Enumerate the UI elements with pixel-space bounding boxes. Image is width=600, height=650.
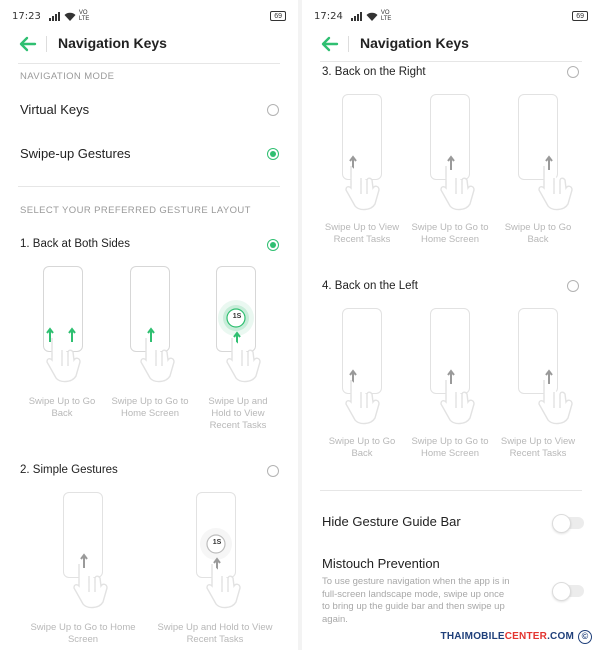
status-bar — [314, 8, 588, 24]
gesture-caption: Swipe Up to Go to Home Screen — [411, 222, 489, 245]
option-virtual-keys[interactable]: Virtual Keys — [20, 102, 90, 117]
toggle-hide-gesture-guide-bar[interactable] — [554, 517, 584, 529]
back-arrow-icon[interactable] — [18, 34, 38, 54]
status-time: 17:23 — [12, 10, 41, 22]
setting-hide-gesture-guide-bar: Hide Gesture Guide Bar — [322, 514, 461, 529]
gesture-caption: Swipe Up to Go Back — [328, 436, 396, 459]
signal-icon — [49, 12, 61, 21]
hand-gesture-icon — [538, 166, 578, 212]
right-screen — [302, 0, 600, 650]
option-swipe-up-gestures[interactable]: Swipe-up Gestures — [20, 146, 131, 161]
wifi-icon — [64, 12, 76, 21]
section-label-gesture-layout: SELECT YOUR PREFERRED GESTURE LAYOUT — [20, 205, 251, 216]
left-screen — [0, 0, 298, 650]
section-label-navigation-mode: NAVIGATION MODE — [20, 71, 115, 82]
gesture-caption: Swipe Up to View Recent Tasks — [324, 222, 400, 245]
divider — [320, 61, 582, 62]
divider — [18, 63, 280, 64]
hand-gesture-icon — [206, 564, 246, 610]
radio-virtual-keys[interactable] — [267, 104, 279, 116]
setting-mistouch-prevention: Mistouch Prevention — [322, 556, 440, 571]
hold-badge: 1S — [212, 539, 222, 546]
hold-badge: 1S — [232, 313, 242, 320]
watermark: THAIMOBILECENTER.COM © — [441, 630, 592, 644]
signal-icon — [351, 12, 363, 21]
status-bar — [12, 8, 286, 24]
network-type-label: VO LTE — [380, 10, 392, 22]
gesture-caption: Swipe Up to Go Back — [28, 396, 96, 419]
copyright-icon: © — [578, 630, 592, 644]
battery-indicator: 69 — [572, 11, 588, 21]
back-arrow-icon[interactable] — [320, 34, 340, 54]
mistouch-description: To use gesture navigation when the app is in full-screen landscape mode, swipe up once to bring up the guide bar and then swipe up again. — [322, 576, 510, 625]
page-title: Navigation Keys — [58, 35, 167, 51]
radio-layout-3[interactable] — [567, 66, 579, 78]
hand-gesture-icon — [73, 564, 113, 610]
gesture-caption: Swipe Up to View Recent Tasks — [500, 436, 576, 459]
battery-indicator: 69 — [270, 11, 286, 21]
layout-4-title[interactable]: 4. Back on the Left — [322, 280, 418, 292]
hand-gesture-icon — [46, 338, 86, 384]
layout-2-title[interactable]: 2. Simple Gestures — [20, 464, 118, 476]
gesture-caption: Swipe Up to Go to Home Screen — [111, 396, 189, 419]
layout-1-title[interactable]: 1. Back at Both Sides — [20, 238, 130, 250]
hand-gesture-icon — [140, 338, 180, 384]
hand-gesture-icon — [440, 166, 480, 212]
hand-gesture-icon — [226, 338, 266, 384]
gesture-caption: Swipe Up to Go to Home Screen — [411, 436, 489, 459]
divider — [320, 490, 582, 491]
radio-swipe-up-gestures[interactable] — [267, 148, 279, 160]
divider — [18, 186, 280, 187]
hand-gesture-icon — [345, 166, 385, 212]
gesture-caption: Swipe Up and Hold to View Recent Tasks — [157, 622, 273, 645]
page-title: Navigation Keys — [360, 35, 469, 51]
radio-layout-1[interactable] — [267, 239, 279, 251]
wifi-icon — [366, 12, 378, 21]
radio-layout-4[interactable] — [567, 280, 579, 292]
hand-gesture-icon — [345, 380, 385, 426]
gesture-caption: Swipe Up to Go Back — [504, 222, 572, 245]
layout-3-title[interactable]: 3. Back on the Right — [322, 66, 426, 78]
radio-layout-2[interactable] — [267, 465, 279, 477]
network-type-label: VO LTE — [78, 10, 90, 22]
hand-gesture-icon — [440, 380, 480, 426]
app-header — [0, 28, 298, 60]
toggle-mistouch-prevention[interactable] — [554, 585, 584, 597]
gesture-caption: Swipe Up to Go to Home Screen — [30, 622, 136, 645]
gesture-caption: Swipe Up and Hold to View Recent Tasks — [208, 396, 268, 431]
app-header — [302, 28, 600, 60]
hand-gesture-icon — [538, 380, 578, 426]
status-time: 17:24 — [314, 10, 343, 22]
